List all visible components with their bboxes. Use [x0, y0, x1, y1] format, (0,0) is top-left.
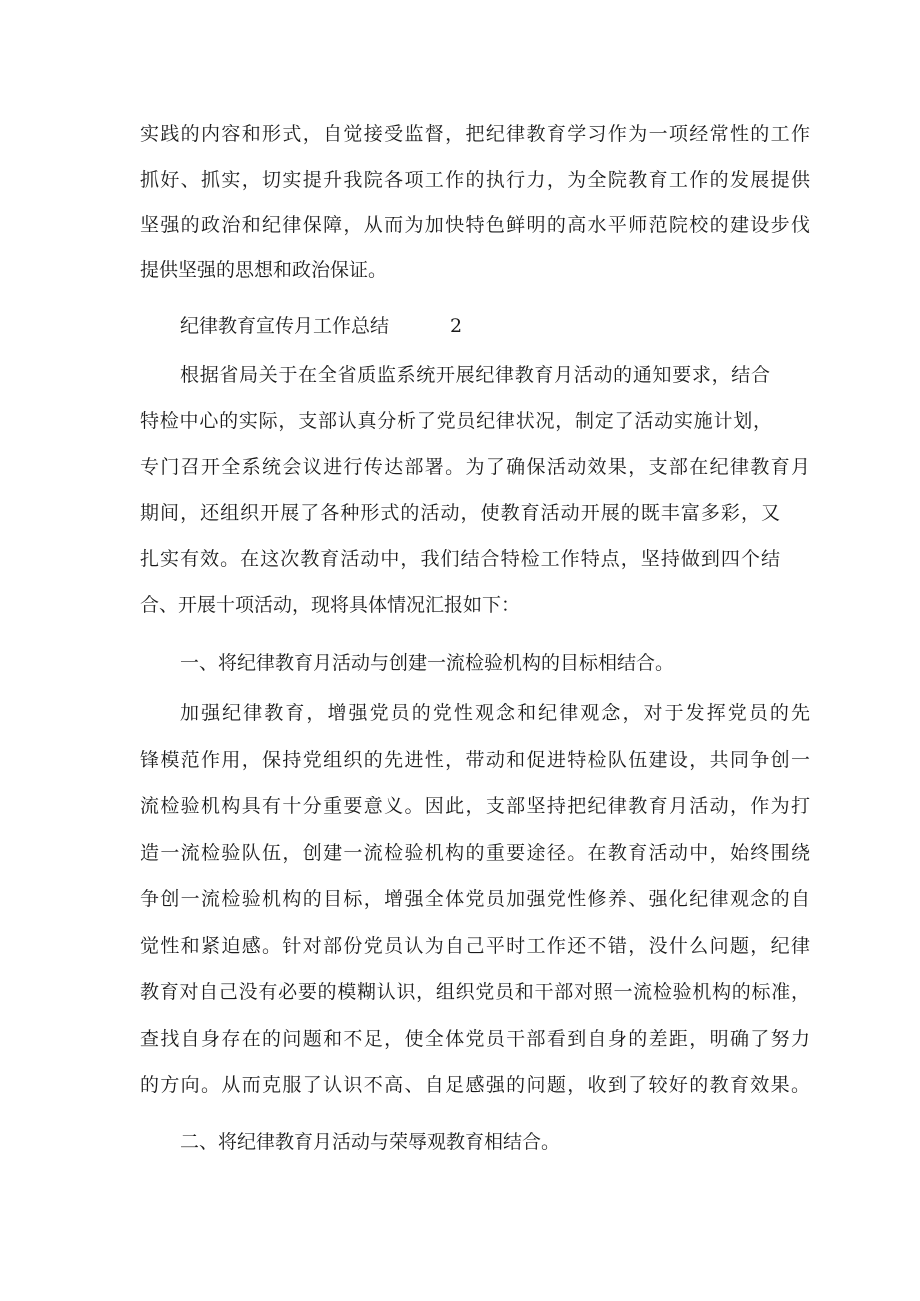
para2-line-3: 流检验机构具有十分重要意义。因此，支部坚持把纪律教育月活动，作为打 — [140, 795, 810, 817]
para1-line-6: 合、开展十项活动，现将具体情况汇报如下： — [140, 594, 521, 616]
intro-line-2: 抓好、抓实，切实提升我院各项工作的执行力，为全院教育工作的发展提供 — [140, 169, 810, 191]
para2-line-6: 觉性和紧迫感。针对部份党员认为自己平时工作还不错，没什么问题，纪律 — [140, 935, 810, 957]
section-title: 纪律教育宣传月工作总结 — [180, 315, 390, 337]
para2-line-9: 的方向。从而克服了认识不高、自足感强的问题，收到了较好的教育效果。 — [140, 1074, 810, 1096]
para2-line-5: 争创一流检验机构的目标，增强全体党员加强党性修养、强化纪律观念的自 — [140, 888, 810, 910]
heading-2: 二、将纪律教育月活动与荣辱观教育相结合。 — [180, 1131, 561, 1153]
para2-line-1: 加强纪律教育，增强党员的党性观念和纪律观念，对于发挥党员的先 — [180, 702, 810, 724]
para1-line-3: 专门召开全系统会议进行传达部署。为了确保活动效果，支部在纪律教育月 — [140, 456, 810, 478]
section-number: 2 — [450, 315, 463, 337]
para1-line-2: 特检中心的实际，支部认真分析了党员纪律状况，制定了活动实施计划， — [140, 410, 772, 432]
para2-line-4: 造一流检验队伍，创建一流检验机构的重要途径。在教育活动中，始终围绕 — [140, 842, 810, 864]
para1-line-1: 根据省局关于在全省质监系统开展纪律教育月活动的通知要求，结合 — [180, 364, 770, 386]
heading-1: 一、将纪律教育月活动与创建一流检验机构的目标相结合。 — [180, 652, 675, 674]
para2-line-7: 教育对自己没有必要的模糊认识，组织党员和干部对照一流检验机构的标准， — [140, 981, 810, 1003]
intro-line-1: 实践的内容和形式，自觉接受监督，把纪律教育学习作为一项经常性的工作 — [140, 123, 810, 145]
para2-line-2: 锋模范作用，保持党组织的先进性，带动和促进特检队伍建设，共同争创一 — [140, 749, 810, 771]
intro-line-4: 提供坚强的思想和政治保证。 — [140, 259, 388, 281]
intro-line-3: 坚强的政治和纪律保障，从而为加快特色鲜明的高水平师范院校的建设步伐 — [140, 214, 810, 236]
para2-line-8: 查找自身存在的问题和不足，使全体党员干部看到自身的差距，明确了努力 — [140, 1028, 810, 1050]
para1-line-4: 期间，还组织开展了各种形式的活动，使教育活动开展的既丰富多彩，又 — [140, 502, 780, 524]
para1-line-5: 扎实有效。在这次教育活动中，我们结合特检工作特点，坚持做到四个结 — [140, 548, 780, 570]
